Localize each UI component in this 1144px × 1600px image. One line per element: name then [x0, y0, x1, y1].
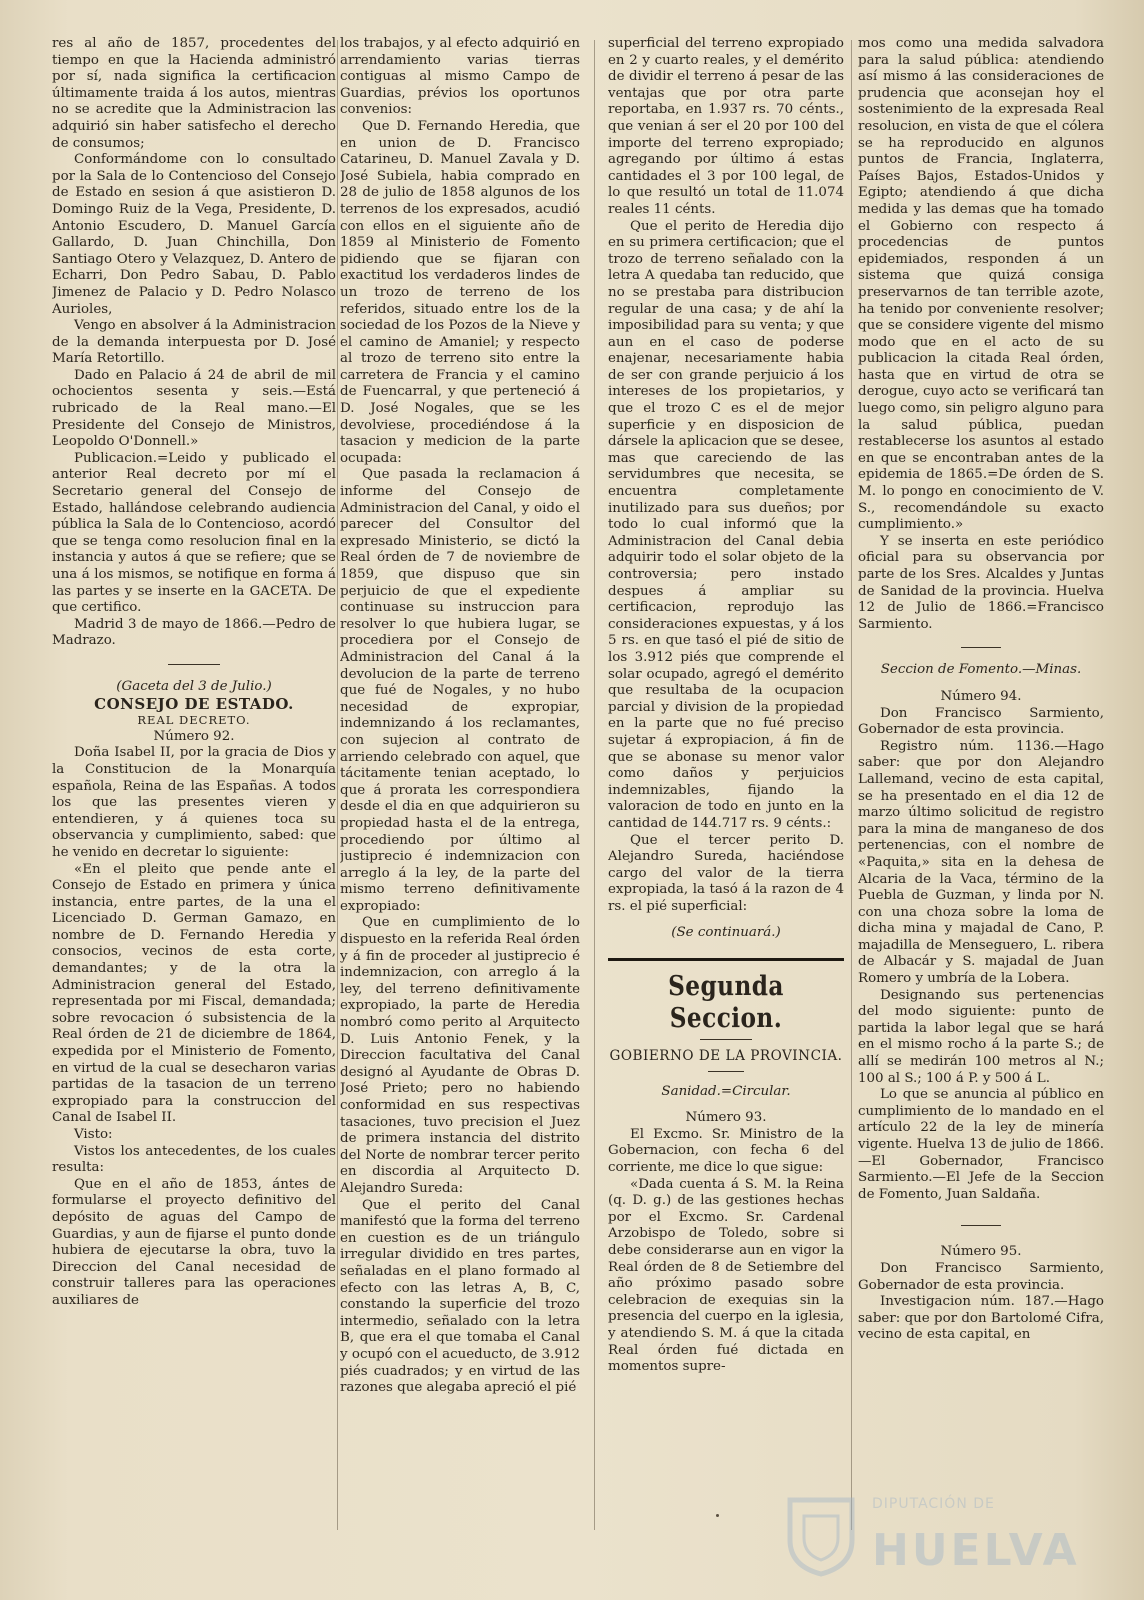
heavy-rule	[608, 958, 844, 961]
ink-speck	[716, 1514, 719, 1517]
item-number: Número 92.	[153, 728, 235, 744]
watermark-top: DIPUTACIÓN DE	[872, 1496, 995, 1512]
paragraph: Doña Isabel II, por la gracia de Dios y la Constitucion de la Monarquía española, Reina de las Españas. A todos los que las presentes vieren y entendieren, y á quienes toca su observancia y cumplimiento, sabed: que he venido en decretar lo siguiente:	[52, 745, 336, 860]
paragraph: mos como una medida salvadora para la salud pública: atendiendo así mismo á las consideraciones de prudencia que aconsejan hoy el sostenimiento de la expresada Real resolucion, en vista de que el cólera se ha reproducido en algunos puntos de Francia, Inglaterra, Países Bajos, Estados-Unidos y Egipto; atendiendo á que dicha medida y las demas que ha tomado el Gobierno con respecto á procedencias de puntos epidemiados, responden á un sistema que quizá consiga preservarnos de tan terrible azote, ha tenido por conveniente resolver; que se considere vigente del mismo modo que en el acto de su publicacion la citada Real órden, hasta que en virtud de otra se derogue, cuyo acto se verificará tan luego como, sin peligro alguno para la salud pública, puedan restablecerse los asuntos al estado en que se encontraban antes de la epidemia de 1865.=De órden de S. M. lo pongo en conocimiento de V. S., recomendándole su exacto cumplimiento.»	[858, 36, 1104, 533]
government-heading: GOBIERNO DE LA PROVINCIA.	[609, 1048, 843, 1065]
paragraph: «Dada cuenta á S. M. la Reina (q. D. g.) de las gestiones hechas por el Excmo. Sr. Cardenal Arzobispo de Toledo, sobre si debe considerarse aun en vigor la Real órden de 8 de Setiembre del año próximo pasado sobre celebracion de exequias sin la presencia del cuerpo en la iglesia, y atendiendo S. M. á que la citada Real órden fué dictada en momentos supre-	[608, 1176, 844, 1375]
gaceta-reference: (Gaceta del 3 de Julio.)	[116, 678, 272, 694]
watermark-word: HUELVA	[872, 1525, 1080, 1576]
paragraph: Y se inserta en este periódico oficial para su observancia por parte de los Sres. Alcaldes y Juntas de Sanidad de la provincia. Huelva 12 de Julio de 1866.=Francisco Sarmiento.	[858, 533, 1104, 632]
subheading: REAL DECRETO.	[137, 713, 251, 728]
separator	[700, 1039, 752, 1040]
column-1	[52, 36, 336, 1566]
paragraph: Registro núm. 1136.—Hago saber: que por don Alejandro Lallemand, vecino de esta capital, se ha presentado en el dia 12 de marzo último solicitud de registro para la mina de manganeso de dos pertenencias, con el nombre de «Paquita,» sita en la dehesa de Alcaria de la Vaca, término de la Puebla de Guzman, y linda por N. con una choza sobre la loma de dicha mina y majadal de Cano, P. majadilla de Menseguero, L. ribera de Albacár y S. majadal de Juan Romero y umbría de la Lobera.	[858, 738, 1104, 987]
separator	[961, 1225, 1001, 1226]
paragraph: superficial del terreno expropiado en 2 y cuarto reales, y el demérito de dividir el terreno á pesar de las ventajas que por otra parte reportaba, en 1.937 rs. 70 cénts., que venian á ser el 20 por 100 del importe del terreno expropiado; agregando por último á estas cantidades el 3 por 100 legal, de lo que resultó un total de 11.074 reales 11 cénts.	[608, 36, 844, 217]
column-3	[608, 36, 844, 1566]
continued-note: (Se continuará.)	[671, 925, 781, 941]
paragraph: Publicacion.=Leido y publicado el anterior Real decreto por mí el Secretario general del Consejo de Estado, hallándose celebrando audiencia pública la Sala de lo Contencioso, acordó que se tenga como resolucion final en la instancia y autos á que se refiere; que se una á los mismos, se notifique en forma á las partes y se inserte en la GACETA. De que certifico.	[52, 450, 336, 616]
column-rule-3	[851, 40, 852, 1530]
paragraph: El Excmo. Sr. Ministro de la Gobernacion, con fecha 6 del corriente, me dice lo que sigue:	[608, 1126, 844, 1176]
paragraph: Que el perito del Canal manifestó que la forma del terreno en cuestion es de un triángulo irregular dividido en tres partes, señaladas en el plano formado al efecto con las letras A, B, C, constando la superficie del trozo intermedio, señalado con la letra B, que era el que tomaba el Canal y ocupó con el acueducto, de 3.912 piés cuadrados; y en virtud de las razones que alegaba apreció el pié	[340, 1197, 580, 1396]
paragraph: los trabajos, y al efecto adquirió en arrendamiento varias tierras contiguas al mismo Campo de Guardias, prévios los oportunos convenios:	[340, 36, 580, 118]
item-number: Número 94.	[940, 688, 1022, 704]
item-number: Número 95.	[940, 1244, 1022, 1260]
paragraph: Vengo en absolver á la Administracion de la demanda interpuesta por D. José María Retortillo.	[52, 318, 336, 367]
paragraph: «En el pleito que pende ante el Consejo de Estado en primera y única instancia, entre partes, de la una el Licenciado D. German Gamazo, en nombre de D. Fernando Heredia y consocios, vecinos de esta corte, demandantes; y de la otra la Administracion general del Estado, representada por mi Fiscal, demandada; sobre revocacion ó subsistencia de la Real órden de 21 de diciembre de 1864, expedida por el Ministerio de Fomento, en virtud de la cual se desecharon varias partidas de la tasacion de un terreno expropiado para la construccion del Canal de Isabel II.	[52, 861, 336, 1126]
paragraph: Vistos los antecedentes, de los cuales resulta:	[52, 1143, 336, 1176]
paragraph: Conformándome con lo consultado por la Sala de lo Contencioso del Consejo de Estado en sesion á que asistieron D. Domingo Ruiz de la Vega, Presidente, D. Antonio Escudero, D. Manuel García Gallardo, D. Juan Chinchilla, Don Santiago Otero y Velazquez, D. Antero de Echarri, Don Pedro Sabau, D. Pablo Jimenez de Palacio y D. Pedro Nolasco Aurioles,	[52, 152, 336, 317]
paragraph: Que en el año de 1853, ántes de formularse el proyecto definitivo del depósito de aguas del Campo de Guardias, y aun de fijarse el punto donde hubiera de ejecutarse la obra, tuvo la Direccion del Canal necesidad de construir talleres para las operaciones auxiliares de	[52, 1176, 336, 1308]
subheading: Sanidad.=Circular.	[661, 1083, 791, 1099]
paragraph: Madrid 3 de mayo de 1866.—Pedro de Madrazo.	[52, 616, 336, 649]
column-2	[340, 36, 580, 1566]
separator	[168, 664, 220, 665]
column-rule-2	[594, 40, 595, 1530]
column-4	[858, 36, 1104, 1566]
paragraph: Que pasada la reclamacion á informe del Consejo de Administracion del Canal, y oido el parecer del Consultor del expresado Ministerio, se dictó la Real órden de 7 de noviembre de 1859, que dispuso que sin perjuicio de que el expediente continuase su instruccion para resolver lo que hubiera lugar, se procediera por el Consejo de Administracion del Canal á la devolucion de la parte de terreno que fué de Nogales, y no hubo necesidad de expropiar, indemnizando á los reclamantes, con sujecion al contrato de arriendo celebrado con aquel, que tácitamente tenian aceptado, lo que á prorata les correspondiera desde el dia en que adquirieron su propiedad hasta el de la entrega, procediendo por último al justiprecio é indemnizacion con arreglo á la ley, de la parte del mismo terreno definitivamente expropiado:	[340, 467, 580, 914]
paragraph: Que el perito de Heredia dijo en su primera certificacion; que el trozo de terreno señalado con la letra A quedaba tan reducido, que no se prestaba para distribucion regular de una casa; y de ahí la imposibilidad para su venta; y que aun en el caso de poderse enajenar, necesariamente habia de ser con grande perjuicio á los intereses de los propietarios, y que el trozo C es el de mejor superficie y en disposicion de dársele la aplicacion que se desee, mas que careciendo de las servidumbres que necesita, se encuentra completamente inutilizado para sus dueños; por todo lo cual informó que la Administracion del Canal debia adquirir todo el solar objeto de la controversia; pero instado despues á ampliar su certificacion, reprodujo las consideraciones expuestas, y á los 5 rs. en que tasó el pié de sitio de los 3.912 piés que comprende el solar ocupado, agregó el demérito que resultaba de la ocupacion parcial y division de la propiedad en la parte que no fué preciso sujetar á expropiacion, á fin de que se abonase su menor valor como daños y perjuicios indemnizables, fijando la valoracion de todo en junto en la cantidad de 144.717 rs. 9 cénts.:	[608, 218, 844, 831]
paragraph: Designando sus pertenencias del modo siguiente: punto de partida la labor legal que se hará en el mismo rocho á la parte S.; de allí se medirán 100 metros al N.; 100 al S.; 100 á P. y 500 á L.	[858, 987, 1104, 1086]
section-heading: CONSEJO DE ESTADO.	[94, 694, 294, 713]
paragraph: Que en cumplimiento de lo dispuesto en la referida Real órden y á fin de proceder al justiprecio é indemnizacion, con arreglo á la ley, del terreno definitivamente expropiado, la parte de Heredia nombró como perito al Arquitecto D. Luis Antonio Fenek, y la Direccion facultativa del Canal designó al Ayudante de Obras D. José Prieto; pero no habiendo conformidad en sus respectivas tasaciones, tuvo precision el Juez de primera instancia del distrito del Norte de nombrar tercer perito en discordia al Arquitecto D. Alejandro Sureda:	[340, 915, 580, 1196]
paragraph: Dado en Palacio á 24 de abril de mil ochocientos sesenta y seis.—Está rubricado de la Real mano.—El Presidente del Consejo de Ministros, Leopoldo O'Donnell.»	[52, 367, 336, 450]
paragraph: Lo que se anuncia al público en cumplimiento de lo mandado en el artículo 22 de la ley de minería vigente. Huelva 13 de julio de 1866.—El Gobernador, Francisco Sarmiento.—El Jefe de la Seccion de Fomento, Juan Saldaña.	[858, 1087, 1104, 1202]
column-rule-1	[337, 40, 338, 1530]
paragraph: Investigacion núm. 187.—Hago saber: que por don Bartolomé Cifra, vecino de esta capital, en	[858, 1294, 1104, 1343]
paragraph: Don Francisco Sarmiento, Gobernador de esta provincia.	[858, 705, 1104, 738]
item-number: Número 93.	[685, 1110, 767, 1126]
paragraph: Que D. Fernando Heredia, que en union de D. Francisco Catarineu, D. Manuel Zavala y D. José Subiela, habia comprado en 28 de julio de 1858 algunos de los terrenos de los expresados, acudió con ellos en el siguiente año de 1859 al Ministerio de Fomento pidiendo que se fijaran con exactitud los verdaderos lindes de un trozo de terreno de los referidos, situado entre los de la sociedad de los Pozos de la Nieve y el camino de Amaniel; y respecto al trozo de terreno sito entre la carretera de Francia y el camino de Fuencarral, y que perteneció á D. José Nogales, que se les devolviese, procediéndose á la tasacion y medicion de la parte ocupada:	[340, 118, 580, 466]
paragraph: res al año de 1857, procedentes del tiempo en que la Hacienda administró por sí, nada significa la certificacion últimamente traida á los autos, mientras no se acredite que la Administracion las adquirió sin haber satisfecho el derecho de consumos;	[52, 36, 336, 151]
section-title: Segunda Seccion.	[668, 971, 784, 1035]
separator	[708, 1071, 744, 1072]
paragraph: Don Francisco Sarmiento, Gobernador de esta provincia.	[858, 1260, 1104, 1293]
subheading: Seccion de Fomento.—Minas.	[880, 662, 1082, 678]
paragraph: Visto:	[74, 1127, 113, 1142]
paragraph: Que el tercer perito D. Alejandro Sureda, haciéndose cargo del valor de la tierra expropiada, la tasó á la razon de 4 rs. el pié superficial:	[608, 832, 844, 914]
separator	[961, 647, 1001, 648]
